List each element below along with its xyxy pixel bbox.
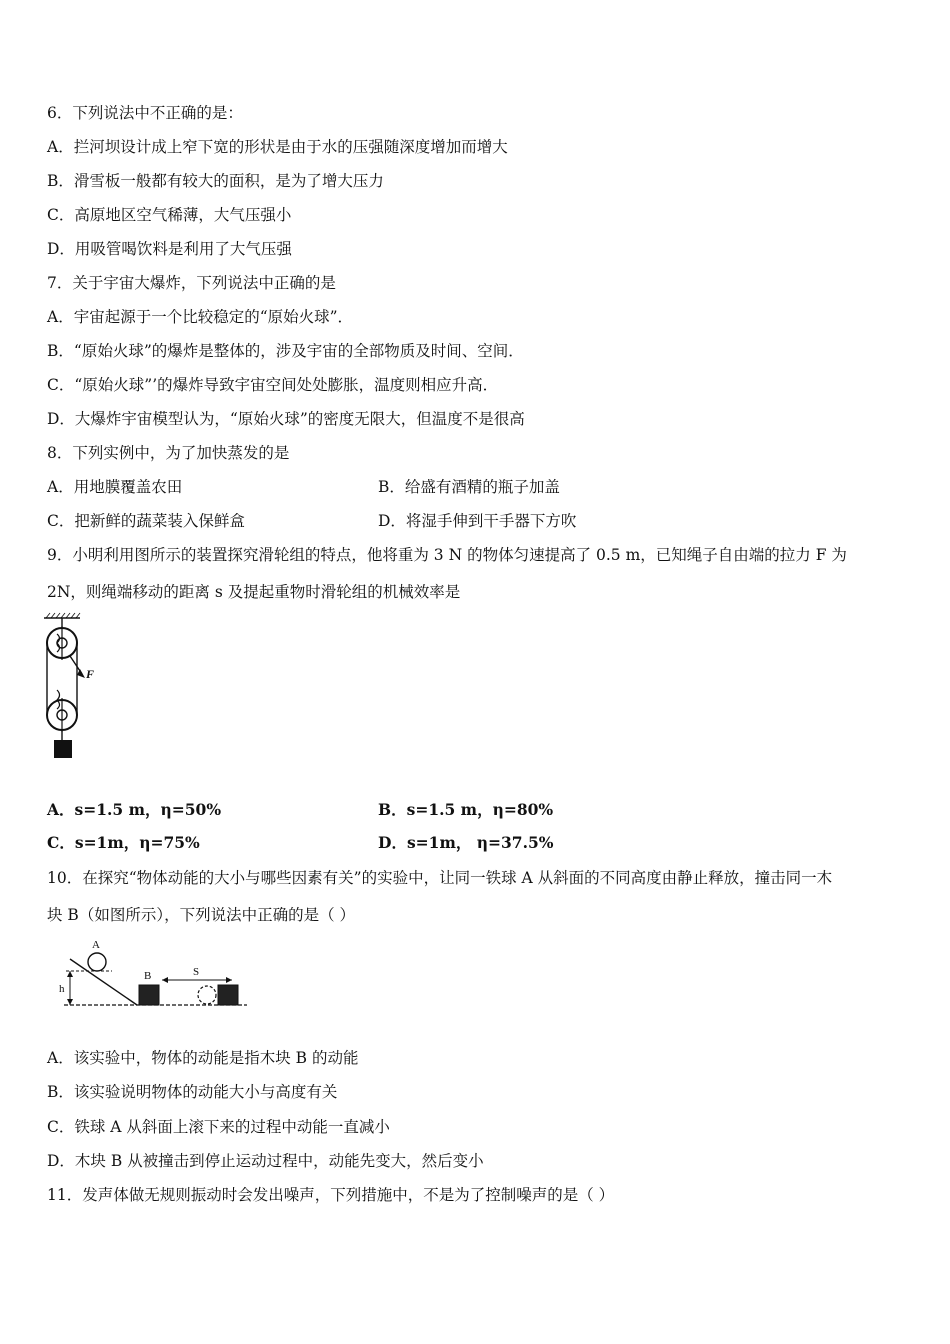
question-6-stem: 6．下列说法中不正确的是： [47, 104, 243, 122]
question-9-option-d: D．s=1m， η=37.5% [378, 833, 554, 852]
question-7-option-b: B．“原始火球”的爆炸是整体的，涉及宇宙的全部物质及时间、空间． [47, 342, 524, 360]
question-9-option-a: A．s=1.5 m，η=50% [47, 800, 222, 819]
question-10-option-d: D．木块 B 从被撞击到停止运动过程中，动能先变大，然后变小 [47, 1152, 484, 1170]
question-7-option-c: C．“原始火球”’的爆炸导致宇宙空间处处膨胀，温度则相应升高． [47, 376, 499, 394]
pulley-system-figure [40, 612, 110, 777]
question-10-stem-line-1: 10．在探究“物体动能的大小与哪些因素有关”的实验中，让同一铁球 A 从斜面的不同高度由静止释放，撞击同一木 [47, 869, 833, 887]
question-6-option-d: D．用吸管喝饮料是利用了大气压强 [47, 240, 292, 258]
question-6-option-a: A．拦河坝设计成上窄下宽的形状是由于水的压强随深度增加而增大 [47, 138, 508, 156]
force-label: F [86, 667, 95, 681]
question-9-option-c: C．s=1m，η=75% [47, 833, 200, 852]
question-9-stem-line-2: 2N，则绳端移动的距离 s 及提起重物时滑轮组的机械效率是 [47, 583, 461, 601]
question-8-option-b: B．给盛有酒精的瓶子加盖 [378, 478, 560, 496]
question-7-option-d: D．大爆炸宇宙模型认为，“原始火球”的密度无限大，但温度不是很高 [47, 410, 525, 428]
question-10-option-a: A．该实验中，物体的动能是指木块 B 的动能 [47, 1049, 359, 1067]
block-b-label: B [144, 970, 152, 982]
question-9-option-b: B．s=1.5 m，η=80% [378, 800, 554, 819]
question-8-option-c: C．把新鲜的蔬菜装入保鲜盒 [47, 512, 245, 530]
question-7-stem: 7．关于宇宙大爆炸，下列说法中正确的是 [47, 274, 336, 292]
question-10-stem-line-2: 块 B（如图所示），下列说法中正确的是（ ） [47, 906, 355, 924]
incline-collision-figure [52, 935, 252, 1015]
question-6-option-b: B．滑雪板一般都有较大的面积，是为了增大压力 [47, 172, 384, 190]
question-8-stem: 8．下列实例中，为了加快蒸发的是 [47, 444, 290, 462]
question-8-option-d: D．将湿手伸到干手器下方吹 [378, 512, 577, 530]
question-7-option-a: A．宇宙起源于一个比较稳定的“原始火球”． [47, 308, 354, 326]
question-8-option-a: A．用地膜覆盖农田 [47, 478, 183, 496]
height-label: h [59, 983, 65, 995]
question-6-option-c: C．高原地区空气稀薄，大气压强小 [47, 206, 292, 224]
question-10-option-c: C．铁球 A 从斜面上滚下来的过程中动能一直减小 [47, 1118, 390, 1136]
question-10-option-b: B．该实验说明物体的动能大小与高度有关 [47, 1083, 338, 1101]
question-11-stem: 11．发声体做无规则振动时会发出噪声，下列措施中，不是为了控制噪声的是（ ） [47, 1186, 615, 1204]
distance-label: S [193, 966, 200, 978]
question-9-stem-line-1: 9．小明利用图所示的装置探究滑轮组的特点，他将重为 3 N 的物体匀速提高了 0.5 m，已知绳子自由端的拉力 F 为 [47, 546, 847, 564]
ball-a-label: A [92, 939, 100, 951]
